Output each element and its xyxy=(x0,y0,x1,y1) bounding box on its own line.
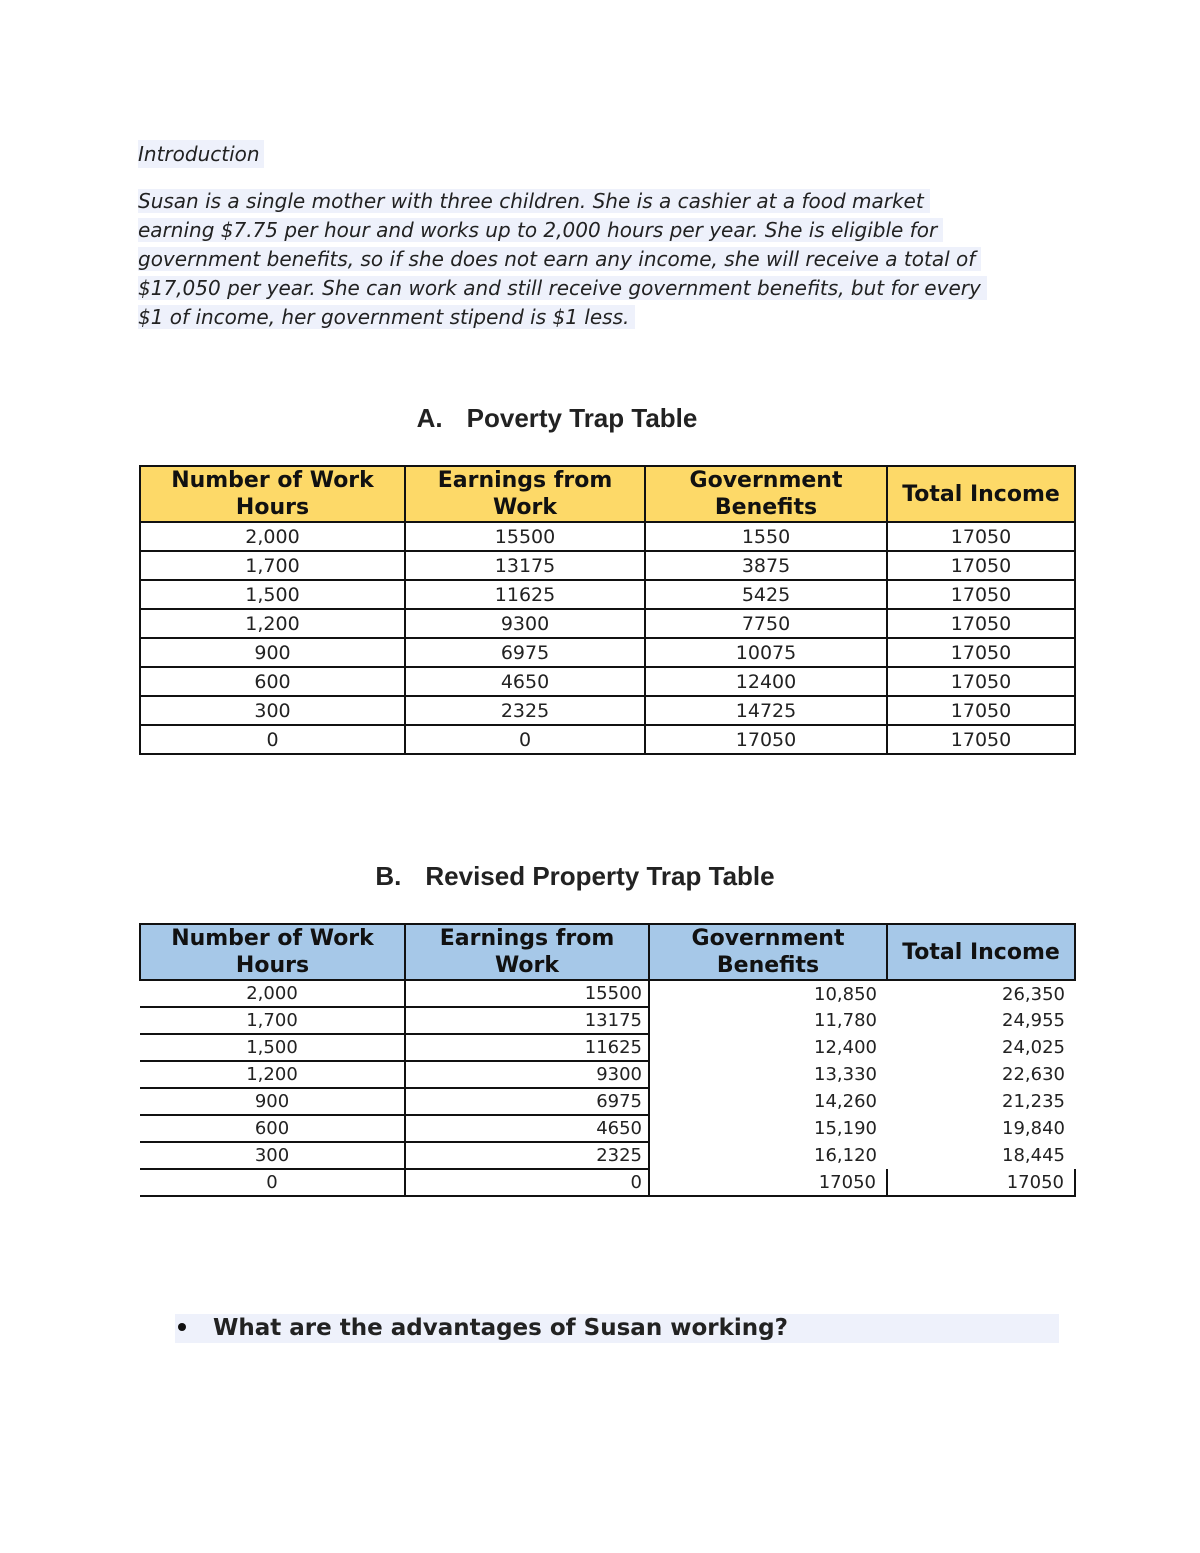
table-cell: 22,630 xyxy=(1002,1064,1065,1085)
bullet-icon xyxy=(178,1323,186,1331)
table-cell: 6975 xyxy=(405,638,645,667)
table-row xyxy=(140,1034,1075,1061)
table-row xyxy=(140,1115,1075,1142)
table-row xyxy=(140,551,1075,580)
table-row xyxy=(140,522,1075,551)
table-cell: 4650 xyxy=(405,1115,649,1142)
table-b-title xyxy=(0,861,1175,892)
table-cell: 17050 xyxy=(887,1169,1075,1196)
table-cell: 9300 xyxy=(405,609,645,638)
column-header: Number of Work Hours xyxy=(140,466,405,522)
table-cell: 900 xyxy=(140,1088,405,1115)
column-header: Total Income xyxy=(887,924,1075,980)
table-cell: 17050 xyxy=(887,551,1075,580)
table-cell: 0 xyxy=(405,1169,649,1196)
table-cell: 17050 xyxy=(887,667,1075,696)
table-cell: 26,350 xyxy=(1002,983,1065,1005)
table-cell: 16,120 xyxy=(814,1145,877,1166)
table-cell: 15500 xyxy=(405,980,649,1007)
table-cell: 17050 xyxy=(645,725,887,754)
intro-line: government benefits, so if she does not earn any income, she will receive a total of xyxy=(138,247,981,271)
column-header: Government Benefits xyxy=(645,466,887,522)
table-row xyxy=(140,667,1075,696)
table-cell: 17050 xyxy=(887,638,1075,667)
table-cell: 15500 xyxy=(405,522,645,551)
table-cell: 2325 xyxy=(405,1142,649,1169)
table-row xyxy=(140,1007,1075,1034)
table-row xyxy=(140,1061,1075,1088)
table-cell: 3875 xyxy=(645,551,887,580)
table-cell: 14,260 xyxy=(814,1091,877,1112)
table-cell: 1550 xyxy=(645,522,887,551)
table-cell: 17050 xyxy=(887,725,1075,754)
table-cell: 9300 xyxy=(405,1061,649,1088)
table-cell: 11625 xyxy=(405,1034,649,1061)
table-row xyxy=(140,1142,1075,1169)
table-row xyxy=(140,638,1075,667)
table-b-title-text: Revised Property Trap Table xyxy=(425,861,775,891)
table-cell: 10075 xyxy=(645,638,887,667)
column-header: Number of Work Hours xyxy=(140,924,405,980)
table-cell: 18,445 xyxy=(1002,1145,1065,1166)
table-row xyxy=(140,1169,1075,1196)
table-cell: 1,700 xyxy=(140,1007,405,1034)
table-cell: 0 xyxy=(140,1169,405,1196)
table-a-title xyxy=(0,403,1157,434)
table-row xyxy=(140,980,1075,1007)
table-cell: 10,850 xyxy=(814,983,877,1005)
table-row xyxy=(140,609,1075,638)
table-cell: 4650 xyxy=(405,667,645,696)
table-cell: 15,190 xyxy=(814,1118,877,1139)
table-cell: 600 xyxy=(140,667,405,696)
table-cell: 13175 xyxy=(405,551,645,580)
column-header: Earnings from Work xyxy=(405,466,645,522)
table-b-letter: B. xyxy=(375,861,402,891)
question-bullet xyxy=(175,1314,1059,1343)
table-cell: 11,780 xyxy=(814,1010,877,1031)
table-cell: 13175 xyxy=(405,1007,649,1034)
table-cell: 1,500 xyxy=(140,580,405,609)
intro-heading: Introduction xyxy=(138,140,264,168)
table-cell: 12400 xyxy=(645,667,887,696)
table-cell: 5425 xyxy=(645,580,887,609)
table-cell: 19,840 xyxy=(1002,1118,1065,1139)
table-cell: 21,235 xyxy=(1002,1091,1065,1112)
table-cell: 0 xyxy=(140,725,405,754)
table-cell: 1,500 xyxy=(140,1034,405,1061)
intro-line: earning $7.75 per hour and works up to 2,000 hours per year. She is eligible for xyxy=(138,218,943,242)
table-cell: 2,000 xyxy=(140,522,405,551)
intro-paragraph xyxy=(138,187,1068,332)
intro-line: Susan is a single mother with three children. She is a cashier at a food market xyxy=(138,189,930,213)
table-row xyxy=(140,725,1075,754)
table-header-row xyxy=(140,466,1075,522)
table-cell: 6975 xyxy=(405,1088,649,1115)
table-cell: 1,200 xyxy=(140,609,405,638)
table-row xyxy=(140,1088,1075,1115)
column-header: Earnings from Work xyxy=(405,924,649,980)
table-cell: 17050 xyxy=(887,609,1075,638)
table-cell: 24,025 xyxy=(1002,1037,1065,1058)
column-header: Government Benefits xyxy=(649,924,887,980)
table-cell: 7750 xyxy=(645,609,887,638)
table-cell: 300 xyxy=(140,696,405,725)
table-cell: 900 xyxy=(140,638,405,667)
table-row xyxy=(140,696,1075,725)
table-cell: 13,330 xyxy=(814,1064,877,1085)
table-cell: 17050 xyxy=(887,580,1075,609)
table-cell: 17050 xyxy=(887,522,1075,551)
table-cell: 600 xyxy=(140,1115,405,1142)
table-header-row xyxy=(140,924,1075,980)
table-cell: 2325 xyxy=(405,696,645,725)
table-cell: 14725 xyxy=(645,696,887,725)
table-a-title-text: Poverty Trap Table xyxy=(466,403,698,433)
table-cell: 24,955 xyxy=(1002,1010,1065,1031)
column-header: Total Income xyxy=(887,466,1075,522)
intro-line: $1 of income, her government stipend is $1 less. xyxy=(138,305,635,329)
question-text: What are the advantages of Susan working? xyxy=(213,1315,788,1341)
table-cell: 1,700 xyxy=(140,551,405,580)
table-cell: 11625 xyxy=(405,580,645,609)
intro-line: $17,050 per year. She can work and still receive government benefits, but for every xyxy=(138,276,987,300)
table-cell: 2,000 xyxy=(140,980,405,1007)
table-row xyxy=(140,580,1075,609)
table-a-letter: A. xyxy=(416,403,443,433)
table-cell: 0 xyxy=(405,725,645,754)
table-cell: 300 xyxy=(140,1142,405,1169)
revised-property-trap-table xyxy=(139,923,1076,1197)
table-cell: 1,200 xyxy=(140,1061,405,1088)
table-cell: 17050 xyxy=(649,1169,887,1196)
table-cell: 17050 xyxy=(887,696,1075,725)
poverty-trap-table xyxy=(139,465,1076,755)
table-cell: 12,400 xyxy=(814,1037,877,1058)
